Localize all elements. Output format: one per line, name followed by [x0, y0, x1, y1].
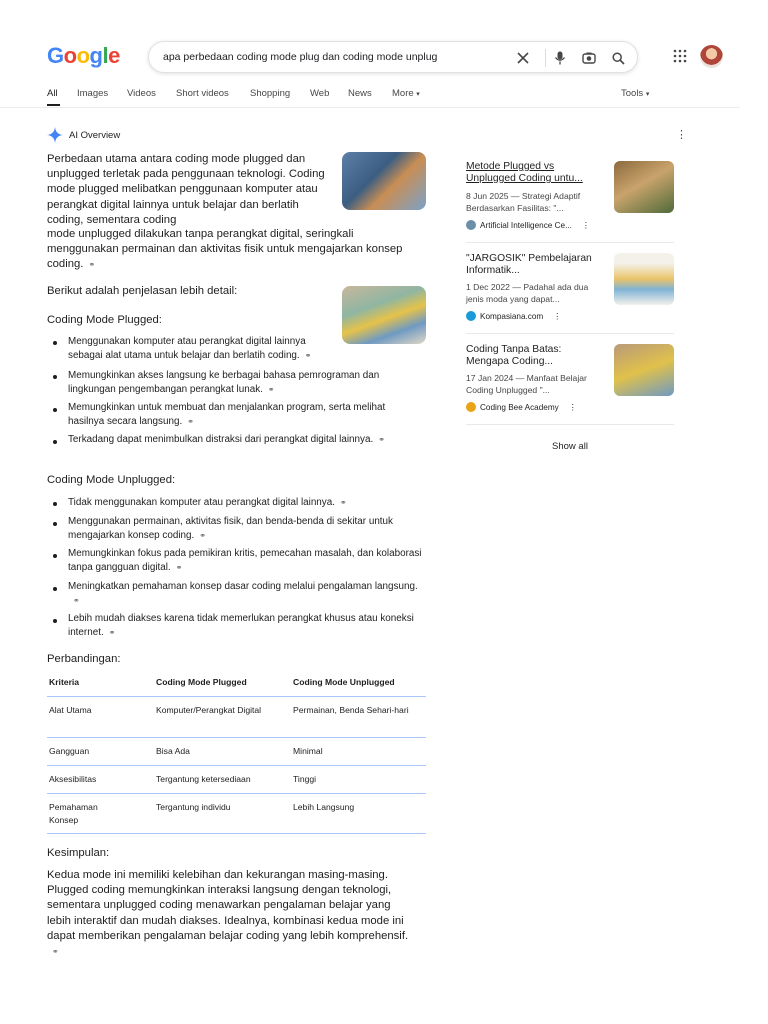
source-snippet: 1 Dec 2022 — Padahal ada dua jenis moda yang dapat...: [466, 282, 589, 304]
show-all-button[interactable]: Show all: [552, 441, 588, 452]
chevron-down-icon: ▾: [645, 91, 650, 98]
source-title[interactable]: Metode Plugged vs Unplugged Coding untu...: [466, 161, 583, 184]
table-cell: Alat Utama: [49, 705, 92, 715]
search-header: [0, 0, 768, 110]
site-favicon-icon: [466, 402, 476, 412]
ai-overview-label: AI Overview: [69, 129, 121, 141]
ai-overview-intro-continued: mode unplugged dilakukan tanpa perangkat digital, seringkali menggunakan permainan dan aktivitas fisik untuk mengajarkan konsep coding. ⚭: [47, 227, 417, 273]
list-item: Memungkinkan untuk membuat dan menjalankan program, serta melihat hasilnya secara langsung. ⚭: [68, 402, 386, 427]
tab-more[interactable]: More ▾: [392, 88, 420, 99]
divider: [466, 242, 674, 243]
source-site: Artificial Intelligence Ce... ⋮: [466, 220, 590, 230]
more-options-icon[interactable]: ⋮: [676, 129, 687, 141]
list-item: Tidak menggunakan komputer atau perangkat digital lainnya. ⚭: [68, 497, 347, 508]
source-thumbnail[interactable]: [614, 253, 674, 305]
tab-all[interactable]: All: [47, 88, 58, 99]
bullet: [53, 408, 57, 412]
account-avatar[interactable]: [700, 45, 723, 68]
source-title[interactable]: "JARGOSIK" Pembelajaran Informatik...: [466, 253, 592, 276]
list-item: Memungkinkan fokus pada pemikiran kritis, pemecahan masalah, dan kolaborasi tanpa gangguan digital. ⚭: [68, 548, 422, 573]
bullet: [53, 502, 57, 506]
table-row: [47, 794, 426, 834]
source-snippet: 8 Jun 2025 — Strategi Adaptif Berdasarkan Fasilitas: "...: [466, 191, 581, 213]
children-laptop-image[interactable]: [342, 152, 426, 210]
table-header-cell: Kriteria: [49, 677, 80, 687]
tab-videos[interactable]: Videos: [127, 88, 156, 99]
detail-lead: Berikut adalah penjelasan lebih detail:: [47, 285, 238, 297]
divider: [466, 424, 674, 425]
source-card[interactable]: [466, 344, 674, 416]
link-icon[interactable]: ⚭: [88, 260, 96, 270]
source-site: Kompasiana.com ⋮: [466, 311, 561, 321]
table-row: [47, 697, 426, 738]
source-snippet: 17 Jan 2024 — Manfaat Belajar Coding Unplugged "...: [466, 373, 587, 395]
tab-web[interactable]: Web: [310, 88, 330, 99]
camera-lens-icon[interactable]: [579, 48, 599, 68]
table-cell: Bisa Ada: [156, 746, 190, 756]
bullet: [53, 619, 57, 623]
list-item: Memungkinkan akses langsung ke berbagai bahasa pemrograman dan lingkungan pengembangan perangkat lunak. ⚭: [68, 370, 380, 395]
children-unplugged-activity-image[interactable]: [342, 286, 426, 344]
search-tabs: [0, 80, 740, 108]
link-icon[interactable]: ⚭: [304, 351, 312, 360]
bullet: [53, 587, 57, 591]
source-title[interactable]: Coding Tanpa Batas: Mengapa Coding...: [466, 344, 562, 367]
ai-overview-header: [47, 127, 120, 143]
more-options-icon[interactable]: ⋮: [568, 403, 577, 412]
search-input[interactable]: apa perbedaan coding mode plug dan coding mode unplug: [163, 51, 438, 63]
table-header-row: [47, 672, 426, 697]
source-card[interactable]: [466, 161, 674, 235]
link-icon[interactable]: ⚭: [187, 417, 194, 426]
site-favicon-icon: [466, 220, 476, 230]
google-logo[interactable]: Google: [47, 43, 120, 68]
tab-images[interactable]: Images: [77, 88, 109, 99]
list-item: Terkadang dapat menimbulkan distraksi dari perangkat digital lainnya. ⚭: [68, 434, 385, 445]
tab-shopping[interactable]: Shopping: [250, 88, 291, 99]
link-icon[interactable]: ⚭: [199, 531, 206, 540]
table-header-cell: Coding Mode Unplugged: [293, 677, 395, 687]
link-icon[interactable]: ⚭: [339, 498, 347, 507]
bullet: [53, 375, 57, 379]
search-icon[interactable]: [608, 48, 628, 68]
search-box[interactable]: [148, 41, 638, 73]
tab-news[interactable]: News: [348, 88, 372, 99]
table-cell: Tergantung individu: [156, 802, 231, 812]
bullet: [53, 341, 57, 345]
list-item: Menggunakan permainan, aktivitas fisik, dan benda-benda di sekitar untuk mengajarkan konsep coding. ⚭: [68, 516, 393, 541]
sparkle-icon: [47, 127, 63, 143]
table-header-cell: Coding Mode Plugged: [156, 677, 247, 687]
table-cell: Lebih Langsung: [293, 802, 355, 812]
conclusion-heading: Kesimpulan:: [47, 847, 110, 859]
source-thumbnail[interactable]: [614, 161, 674, 213]
link-icon[interactable]: ⚭: [108, 628, 116, 637]
table-cell: Aksesibilitas: [49, 774, 97, 784]
link-icon[interactable]: ⚭: [175, 563, 183, 572]
tab-tools[interactable]: Tools ▾: [621, 88, 650, 99]
divider: [466, 333, 674, 334]
list-item: Lebih mudah diakses karena tidak memerlukan perangkat khusus atau koneksi internet. ⚭: [68, 613, 414, 638]
mic-icon[interactable]: [550, 48, 570, 68]
table-cell: Minimal: [293, 746, 323, 756]
list-item: Menggunakan komputer atau perangkat digital lainnya sebagai alat utama untuk belajar dan berlatih coding. ⚭: [68, 336, 312, 361]
bullet: [53, 440, 57, 444]
conclusion-text: Kedua mode ini memiliki kelebihan dan kekurangan masing-masing. Plugged coding memungkinkan interaksi langsung dengan teknologi, sementara unplugged coding menawarkan pengalaman belajar yang lebih interaktif dan mudah diakses. Idealnya, kombinasi kedua mode ini dapat memberikan pengalaman belajar coding yang lebih komprehensif.⚭: [47, 868, 417, 959]
bullet: [53, 522, 57, 526]
more-options-icon[interactable]: ⋮: [581, 221, 591, 230]
source-card[interactable]: [466, 253, 674, 325]
chevron-down-icon: ▾: [416, 91, 420, 98]
table-cell: Tinggi: [293, 774, 317, 784]
link-icon[interactable]: ⚭: [52, 947, 59, 957]
link-icon[interactable]: ⚭: [73, 596, 80, 605]
list-item: Meningkatkan pemahaman konsep dasar coding melalui pengalaman langsung.⚭: [68, 580, 423, 608]
search-divider: [545, 49, 546, 67]
comparison-heading: Perbandingan:: [47, 653, 121, 665]
table-cell: Tergantung ketersediaan: [156, 774, 251, 784]
table-row: [47, 738, 426, 766]
active-tab-indicator: [47, 104, 60, 106]
table-cell: Gangguan: [49, 746, 90, 756]
source-site: Coding Bee Academy ⋮: [466, 402, 577, 412]
tab-short-videos[interactable]: Short videos: [176, 88, 229, 99]
table-cell: Pemahaman Konsep: [49, 802, 98, 825]
table-cell: Permainan, Benda Sehari-hari: [293, 705, 409, 715]
apps-grid-icon[interactable]: [671, 47, 689, 65]
more-options-icon[interactable]: ⋮: [553, 312, 562, 321]
table-row: [47, 766, 426, 794]
link-icon[interactable]: ⚭: [267, 385, 275, 394]
close-icon[interactable]: [513, 48, 533, 68]
unplugged-heading: Coding Mode Unplugged:: [47, 474, 176, 486]
table-cell: Komputer/Perangkat Digital: [156, 705, 262, 715]
ai-overview-intro: Perbedaan utama antara coding mode plugged dan unplugged terletak pada penggunaan teknologi. Coding mode plugged melibatkan penggunaan komputer atau perangkat digital lainnya untuk belajar dan berlatih coding, sementara coding: [47, 153, 325, 226]
source-thumbnail[interactable]: [614, 344, 674, 396]
link-icon[interactable]: ⚭: [378, 435, 385, 444]
site-favicon-icon: [466, 311, 476, 321]
bullet: [53, 554, 57, 558]
plugged-heading: Coding Mode Plugged:: [47, 314, 162, 326]
